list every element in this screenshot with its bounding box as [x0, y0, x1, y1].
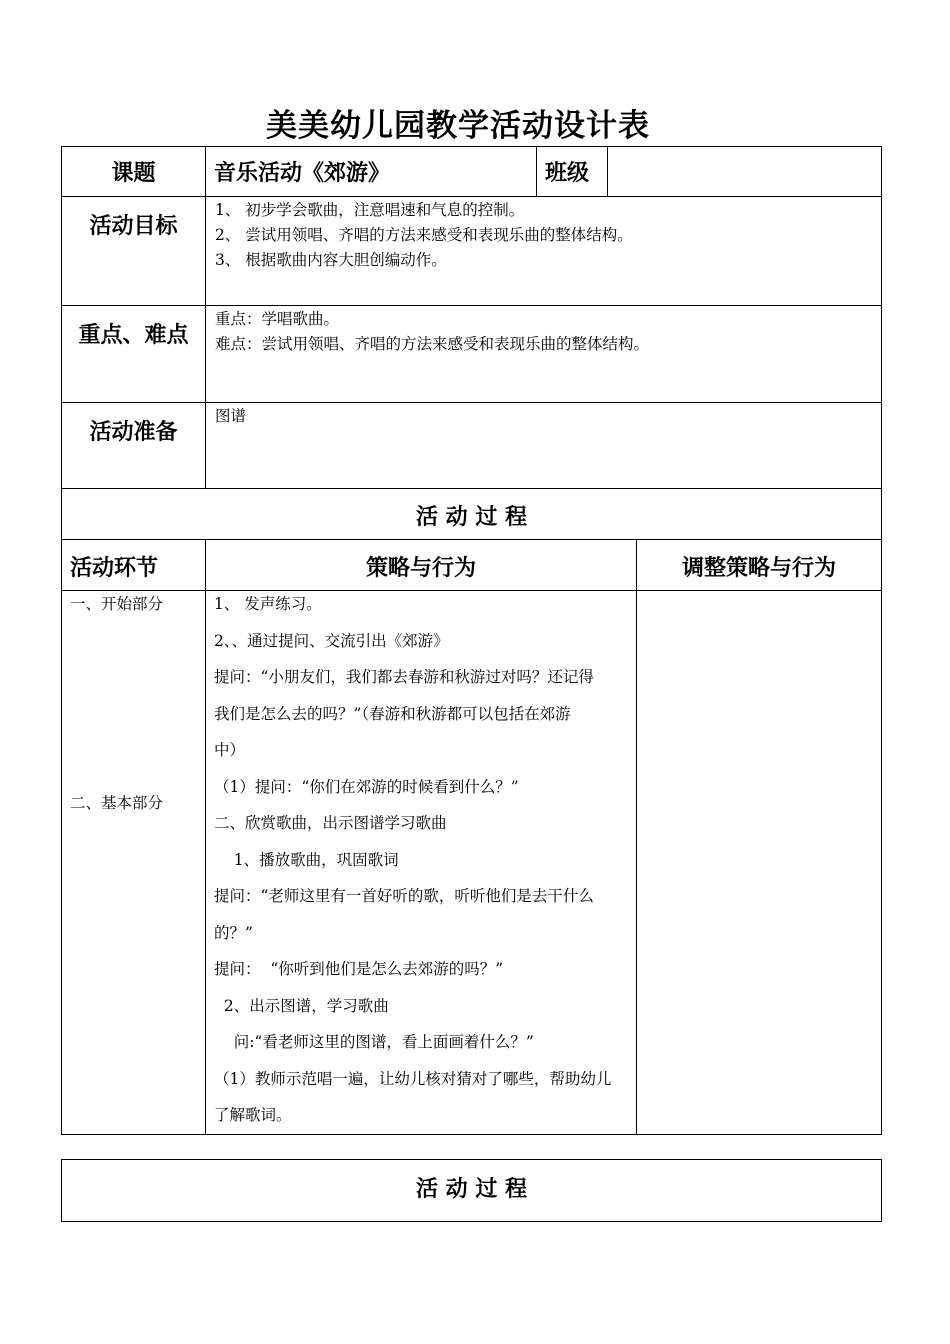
key-point-item: 难点：尝试用领唱、齐唱的方法来感受和表现乐曲的整体结构。 — [215, 335, 650, 353]
second-process-header: 活 动 过 程 — [416, 1177, 527, 1202]
goal-item: 1、 初步学会歌曲，注意唱速和气息的控制。 — [215, 201, 525, 219]
strategy-line: 2、出示图谱，学习歌曲 — [214, 996, 389, 1015]
strategy-line: 问:“看老师这里的图谱，看上面画着什么？” — [214, 1033, 534, 1051]
preparation-label: 活动准备 — [89, 420, 178, 445]
goals-list — [215, 198, 875, 273]
key-points-label: 重点、难点 — [78, 323, 189, 348]
strategy-line: 2、、通过提问、交流引出《郊游》 — [214, 631, 449, 650]
strategy-line: （1）提问：“你们在郊游的时候看到什么？” — [214, 777, 519, 796]
strategy-line: 了解歌词。 — [214, 1106, 292, 1124]
goal-item: 2、 尝试用领唱、齐唱的方法来感受和表现乐曲的整体结构。 — [215, 226, 633, 244]
page-title: 美美幼儿园教学活动设计表 — [266, 108, 650, 144]
preparation-value: 图谱 — [215, 407, 247, 425]
strategy-line: 1、播放歌曲，巩固歌词 — [214, 850, 399, 869]
column-strategy-header: 策略与行为 — [365, 556, 476, 581]
key-points-list — [215, 307, 875, 357]
strategy-content — [214, 586, 634, 1134]
strategy-line: （1）教师示范唱一遍，让幼儿核对猜对了哪些，帮助幼儿 — [214, 1069, 612, 1088]
strategy-line: 1、 发声练习。 — [214, 595, 322, 613]
strategy-line: 的？” — [214, 923, 253, 942]
process-header: 活 动 过 程 — [416, 505, 527, 530]
strategy-line: 二、欣赏歌曲，出示图谱学习歌曲 — [214, 814, 447, 832]
stage-item: 二、基本部分 — [70, 794, 164, 812]
goal-item: 3、 根据歌曲内容大胆创编动作。 — [215, 251, 447, 269]
stage-item: 一、开始部分 — [70, 595, 164, 613]
key-point-item: 重点：学唱歌曲。 — [215, 310, 340, 328]
strategy-line: 提问：“小朋友们，我们都去春游和秋游过对吗？还记得 — [214, 668, 594, 686]
strategy-line: 提问：“老师这里有一首好听的歌，听听他们是去干什么 — [214, 887, 594, 905]
strategy-line: 中） — [214, 741, 246, 759]
topic-value: 音乐活动《郊游》 — [214, 161, 391, 186]
strategy-line: 提问： “你听到他们是怎么去郊游的吗？” — [214, 960, 504, 978]
strategy-line: 我们是怎么去的吗？”（春游和秋游都可以包括在郊游 — [214, 704, 571, 723]
column-adjust-header: 调整策略与行为 — [681, 556, 836, 581]
goals-label: 活动目标 — [89, 214, 178, 239]
column-stage-header: 活动环节 — [70, 556, 159, 581]
topic-label: 课题 — [111, 161, 156, 186]
class-label: 班级 — [545, 161, 590, 186]
